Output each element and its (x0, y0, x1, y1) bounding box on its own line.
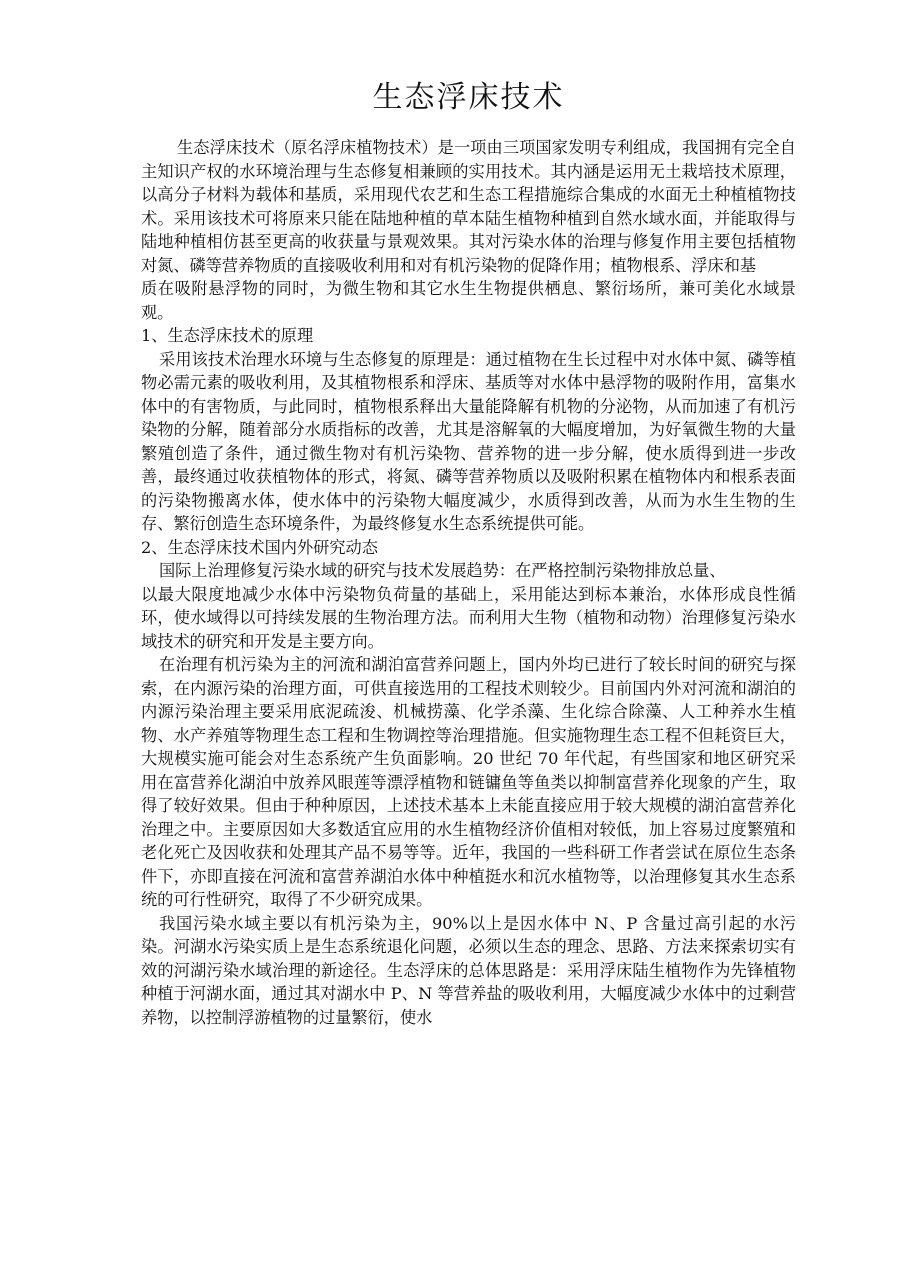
intro-paragraph: 生态浮床技术（原名浮床植物技术）是一项由三项国家发明专利组成，我国拥有完全自主知识产权的水环境治理与生态修复相兼顾的实用技术。其内涵是运用无土栽培技术原理，以高分子材料为载体和基质，采用现代农艺和生态工程措施综合集成的水面无土种植植物技术。采用该技术可将原来只能在陆地种植的草本陆生植物种植到自然水域水面，并能取得与陆地种植相仿甚至更高的收获量与景观效果。其对污染水体的治理与修复作用主要包括植物对氮、磷等营养物质的直接吸收利用和对有机污染物的促降作用；植物根系、浮床和基 (141, 138, 796, 275)
section-2-paragraph-1-continued: 以最大限度地减少水体中污染物负荷量的基础上，采用能达到标本兼治，水体形成良性循环，使水域得以可持续发展的生物治理方法。而利用大生物（植物和动物）治理修复污染水域技术的研究和开发是主要方向。 (141, 584, 796, 651)
section-2-paragraph-2: 在治理有机污染为主的河流和湖泊富营养问题上，国内外均已进行了较长时间的研究与探索，在内源污染的治理方面，可供直接选用的工程技术则较少。目前国内外对河流和湖泊的内源污染治理主要采用底泥疏浚、机械捞藻、化学杀藻、生化综合除藻、人工种养水生植物、水产养殖等物理生态工程和生物调控等治理措施。但实施物理生态工程不但耗资巨大，大规模实施可能会对生态系统产生负面影响。20 世纪 70 年代起，有些国家和地区研究采用在富营养化湖泊中放养风眼莲等漂浮植物和链镛鱼等鱼类以抑制富营养化现象的产生，取得了较好效果。但由于种种原因，上述技术基本上未能直接应用于较大规模的湖泊富营养化治理之中。主要原因如大多数适宜应用的水生植物经济价值相对较低，加上容易过度繁殖和老化死亡及因收获和处理其产品不易等等。近年，我国的一些科研工作者尝试在原位生态条件下，亦即直接在河流和富营养湖泊水体中种植挺水和沉水植物等，以治理修复其水生态系统的可行性研究，取得了不少研究成果。 (141, 655, 796, 909)
section-1-paragraph: 采用该技术治理水环境与生态修复的原理是：通过植物在生长过程中对水体中氮、磷等植物必需元素的吸收利用，及其植物根系和浮床、基质等对水体中悬浮物的吸附作用，富集水体中的有害物质，与此同时，植物根系释出大量能降解有机物的分泌物，从而加速了有机污染物的分解，随着部分水质指标的改善，尤其是溶解氧的大幅度增加，为好氧微生物的大量繁殖创造了条件，通过微生物对有机污染物、营养物的进一步分解，使水质得到进一步改善，最终通过收获植物体的形式，将氮、磷等营养物质以及吸附积累在植物体内和根系表面的污染物搬离水体，使水体中的污染物大幅度减少，水质得到改善，从而为水生生物的生存、繁衍创造生态环境条件，为最终修复水生态系统提供可能。 (141, 349, 796, 533)
section-1-heading: 1、生态浮床技术的原理 (141, 326, 314, 345)
document-title: 生态浮床技术 (372, 80, 565, 115)
section-2-heading: 2、生态浮床技术国内外研究动态 (141, 537, 378, 557)
section-2-paragraph-1: 国际上治理修复污染水域的研究与技术发展趋势：在严格控制污染物排放总量、 (159, 561, 726, 580)
section-2-paragraph-3: 我国污染水域主要以有机污染为主，90%以上是因水体中 N、P 含量过高引起的水污染。河湖水污染实质上是生态系统退化问题，必须以生态的理念、思路、方法来探索切实有效的河湖污染水域治理的新途径。生态浮床的总体思路是：采用浮床陆生植物作为先锋植物种植于河湖水面，通过其对湖水中 P、N 等营养盐的吸收利用，大幅度减少水体中的过剩营养物，以控制浮游植物的过量繁衍，使水 (141, 913, 796, 1027)
intro-paragraph-continued: 质在吸附悬浮物的同时，为微生物和其它水生生物提供栖息、繁衍场所，兼可美化水域景观。 (141, 279, 796, 322)
